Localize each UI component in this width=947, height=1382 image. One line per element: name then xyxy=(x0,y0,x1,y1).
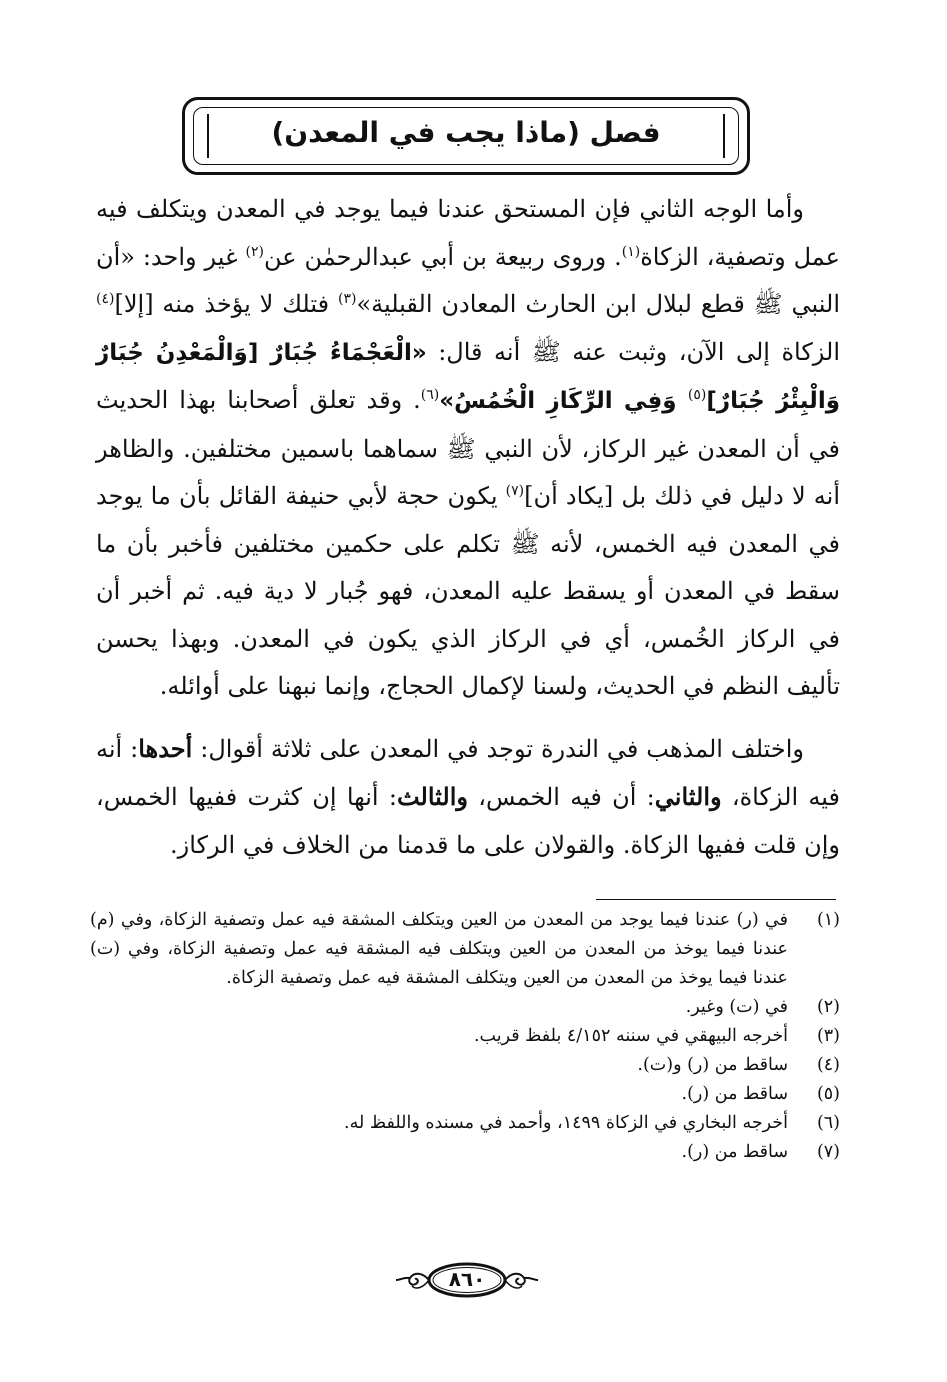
footnote xyxy=(90,906,840,993)
footnote-text: ساقط من (ر). xyxy=(681,1084,788,1104)
footnote-number: (٤) xyxy=(816,1055,840,1075)
footnote xyxy=(90,1080,840,1109)
footnote-ref-1: (١) xyxy=(621,243,641,260)
first-opinion-label: أحدها xyxy=(138,733,193,763)
p1-text-3: غير واحد: «أن النبي ﷺ قطع لبلال ابن الحارث المعادن القبلية» xyxy=(96,242,840,318)
hadith-text-2: وَفِي الرِّكَازِ الْخُمُسُ» xyxy=(439,388,688,414)
chapter-title: فصل (ماذا يجب في المعدن) xyxy=(271,116,661,149)
footnote-ref-5: (٥) xyxy=(687,387,707,403)
footnote-ref-3: (٣) xyxy=(337,291,357,307)
footnote-number: (٥) xyxy=(816,1084,840,1104)
page-number: ٨٦٠ xyxy=(448,1267,486,1291)
second-opinion-label: والثاني xyxy=(654,782,722,811)
main-text xyxy=(96,186,840,869)
footnote xyxy=(90,1022,840,1051)
footnote-text: ساقط من (ر). xyxy=(681,1142,788,1162)
footnote-ref-6: (٦) xyxy=(420,387,440,403)
footnotes xyxy=(90,906,840,1167)
p1-text-7: يكون حجة لأبي حنيفة القائل بأن ما يوجد في المعدن فيه الخمس، لأنه ﷺ تكلم على حكمين مختلفين فأخبر بأن ما سقط في المعدن أو يسقط عليه المعدن، فهو جُبار لا دية فيه. ثم أخبر أن في الركاز الخُمس، أي في الركاز الذي يكون في المعدن. وبهذا يحسن تأليف النظم في الحديث، ولسنا لإكمال الحجاج، وإنما نبهنا على أوائله. xyxy=(96,482,840,700)
p2-text-1: واختلف المذهب في الندرة توجد في المعدن على ثلاثة أقوال: xyxy=(192,734,804,763)
p2-text-3: : أن فيه الخمس، xyxy=(467,783,655,811)
p2-text-2: : أنه فيه الزكاة، xyxy=(96,734,841,811)
footnote xyxy=(90,1051,840,1080)
footnote-number: (٢) xyxy=(816,997,840,1017)
footnote-text: في (ت) وغير. xyxy=(685,997,788,1017)
paragraph-1 xyxy=(96,186,840,711)
footnote-text: أخرجه البيهقي في سننه ٤/١٥٢ بلفظ قريب. xyxy=(473,1026,788,1046)
hadith-text-1: «الْعَجْمَاءُ جُبَارٌ [وَالْمَعْدِنُ جُبَارٌ وَالْبِئْرُ جُبَارٌ] xyxy=(96,339,840,414)
p2-text-4: : أنها إن كثرت ففيها الخمس، وإن قلت ففيها الزكاة. والقولان على ما قدمنا من الخلاف في الركاز. xyxy=(96,783,840,859)
footnote-separator xyxy=(596,899,836,900)
footnote-text: ساقط من (ر) و(ت). xyxy=(637,1055,788,1075)
p1-text-4: فتلك لا يؤخذ منه [إلا] xyxy=(114,290,338,318)
p1-text-5: الزكاة إلى الآن، وثبت عنه ﷺ أنه قال: xyxy=(426,337,840,366)
footnote-ref-2: (٢) xyxy=(245,243,264,260)
p1-text-6: . وقد تعلق أصحابنا بهذا الحديث في أن المعدن غير الركاز، لأن النبي ﷺ سماهما باسمين مختلفين. والظاهر أنه لا دليل في ذلك بل [يكاد أن] xyxy=(96,386,841,510)
p1-text-1: وأما الوجه الثاني فإن المستحق عندنا فيما يوجد في المعدن ويتكلف فيه عمل وتصفية، الزكاة xyxy=(96,195,840,271)
footnote-ref-7: (٧) xyxy=(505,483,525,499)
footnote xyxy=(90,1138,840,1167)
footnote-number: (١) xyxy=(816,910,840,930)
footnote xyxy=(90,1109,840,1138)
footnote-number: (٣) xyxy=(816,1026,840,1046)
footnote-number: (٦) xyxy=(816,1113,840,1133)
footnote-text: أخرجه البخاري في الزكاة ١٤٩٩، وأحمد في مسنده واللفظ له. xyxy=(344,1113,788,1133)
footnote xyxy=(90,993,840,1022)
chapter-title-frame xyxy=(182,97,750,175)
third-opinion-label: والثالث xyxy=(396,782,468,811)
p1-text-2: . وروى ربيعة بن أبي عبدالرحمٰن عن xyxy=(263,242,622,271)
footnote-ref-4: (٤) xyxy=(96,291,115,307)
paragraph-2 xyxy=(96,725,840,870)
footnote-number: (٧) xyxy=(816,1142,840,1162)
footnote-text: في (ر) عندنا فيما يوجد من المعدن من العين ويتكلف المشقة فيه عمل وتصفية الزكاة، وفي (م) عندنا فيما يوخذ من المعدن من العين ويتكلف فيه المشقة فيه عمل وتصفية الزكاة، وفي (ت) عندنا فيما يوخذ من المعدن من العين ويتكلف المشقة فيه عمل وتصفية الزكاة. xyxy=(90,910,788,988)
page-number-ornament xyxy=(392,1255,542,1305)
